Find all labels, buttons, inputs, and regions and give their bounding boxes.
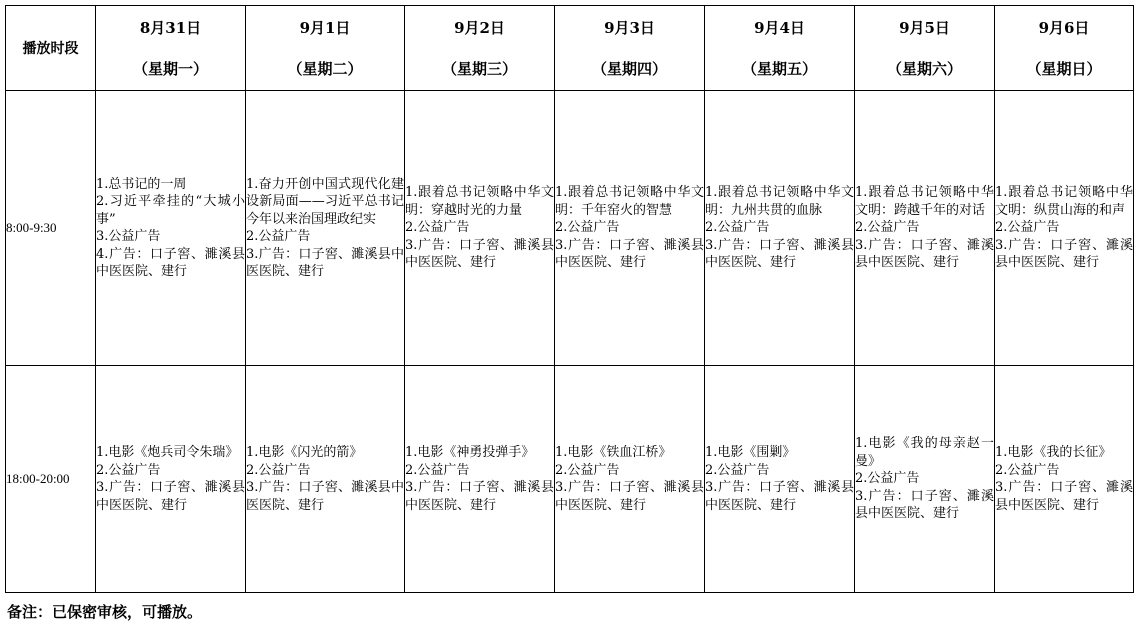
- day-header: [555, 6, 705, 91]
- day-header: [246, 6, 405, 91]
- program-item: 1.电影《闪光的箭》: [246, 445, 363, 460]
- program-item: 4.广告：口子窖、濉溪县中医医院、建行: [96, 246, 245, 279]
- program-cell: [705, 91, 855, 366]
- program-cell: [246, 366, 405, 593]
- day-weekday: （星期六）: [886, 60, 962, 78]
- program-cell: [246, 91, 405, 366]
- program-item: 2.公益广告: [995, 220, 1060, 236]
- program-item: 2.公益广告: [995, 462, 1060, 478]
- day-header: [96, 6, 246, 91]
- day-weekday: （星期一）: [132, 60, 208, 78]
- program-item: 3.广告：口子窖、濉溪县中医医院、建行: [705, 480, 854, 513]
- program-item: 2.公益广告: [555, 220, 620, 236]
- program-item: 3.广告：口子窖、濉溪县中医医院、建行: [405, 237, 554, 271]
- day-weekday: （星期四）: [591, 60, 667, 78]
- program-item: 2.公益广告: [705, 220, 770, 236]
- program-item: 1.奋力开创中国式现代化建设新局面——习近平总书记今年以来治国理政纪实: [246, 176, 404, 227]
- program-cell: [405, 91, 555, 366]
- day-weekday: （星期二）: [287, 60, 363, 78]
- day-date: 9月5日: [899, 19, 950, 37]
- program-cell: [995, 366, 1134, 593]
- day-date: 9月2日: [454, 19, 505, 37]
- day-header: [705, 6, 855, 91]
- program-item: 3.广告：口子窖、濉溪县中医医院、建行: [246, 246, 404, 279]
- program-item: 3.广告：口子窖、濉溪县中医医院、建行: [995, 237, 1133, 271]
- day-date: 8月31日: [139, 19, 202, 37]
- program-item: 3.广告：口子窖、濉溪县中医医院、建行: [855, 488, 994, 522]
- program-item: 1.电影《炮兵司令朱瑞》: [96, 445, 239, 460]
- day-date: 9月4日: [754, 19, 805, 37]
- program-item: 2.公益广告: [555, 462, 620, 478]
- slot-header: 播放时段: [6, 6, 96, 91]
- program-cell: [855, 366, 995, 593]
- program-item: 1.电影《神勇投弹手》: [405, 445, 535, 460]
- program-cell: [705, 366, 855, 593]
- program-cell: [855, 91, 995, 366]
- program-cell: [995, 91, 1134, 366]
- day-date: 9月1日: [299, 19, 351, 37]
- approval-note: 备注：已保密审核，可播放。: [7, 603, 203, 621]
- program-item: 3.广告：口子窖、濉溪县中医医院、建行: [555, 480, 704, 513]
- program-cell: [405, 366, 555, 593]
- program-item: 1.跟着总书记领略中华文明：千年窑火的智慧: [555, 185, 704, 218]
- program-cell: [555, 91, 705, 366]
- program-item: 2.公益广告: [405, 462, 470, 478]
- schedule-row: [6, 91, 1134, 366]
- program-item: 3.广告：口子窖、濉溪县中医医院、建行: [246, 480, 404, 513]
- program-item: 2.公益广告: [855, 471, 920, 487]
- time-slot: 18:00-20:00: [6, 366, 96, 593]
- program-item: 3.广告：口子窖、濉溪县中医医院、建行: [555, 237, 704, 271]
- day-header: [405, 6, 555, 91]
- day-date: 9月3日: [604, 19, 655, 37]
- program-cell: [96, 91, 246, 366]
- program-item: 3.公益广告: [96, 229, 161, 244]
- program-item: 2.公益广告: [246, 462, 311, 478]
- schedule-row: [6, 366, 1134, 593]
- program-item: 2.公益广告: [405, 220, 470, 236]
- program-item: 3.广告：口子窖、濉溪县中医医院、建行: [96, 480, 245, 513]
- program-item: 3.广告：口子窖、濉溪县中医医院、建行: [405, 480, 554, 513]
- time-slot: 8:00-9:30: [6, 91, 96, 366]
- program-item: 1.电影《我的长征》: [995, 445, 1112, 460]
- program-item: 1.跟着总书记领略中华文明：跨越千年的对话: [855, 185, 994, 218]
- program-cell: [555, 366, 705, 593]
- day-header: [995, 6, 1134, 91]
- program-item: 1.跟着总书记领略中华文明：穿越时光的力量: [405, 185, 554, 218]
- day-weekday: （星期三）: [441, 60, 517, 78]
- program-item: 3.广告：口子窖、濉溪县中医医院、建行: [855, 237, 994, 271]
- day-weekday: （星期日）: [1026, 60, 1102, 78]
- day-date: 9月6日: [1038, 19, 1090, 37]
- program-item: 2.习近平牵挂的“大城小事”: [96, 194, 245, 227]
- day-header: [855, 6, 995, 91]
- program-item: 2.公益广告: [246, 229, 311, 244]
- broadcast-schedule-table: [5, 5, 1134, 593]
- program-item: 1.电影《我的母亲赵一曼》: [855, 436, 994, 469]
- program-item: 1.电影《围剿》: [705, 445, 796, 460]
- program-item: 1.跟着总书记领略中华文明：纵贯山海的和声: [995, 185, 1133, 218]
- program-item: 3.广告：口子窖、濉溪县中医医院、建行: [995, 480, 1133, 513]
- program-item: 1.电影《铁血江桥》: [555, 445, 672, 460]
- day-weekday: （星期五）: [741, 60, 817, 78]
- program-item: 1.跟着总书记领略中华文明：九州共贯的血脉: [705, 185, 854, 218]
- program-item: 2.公益广告: [96, 462, 161, 478]
- program-item: 1.总书记的一周: [96, 176, 187, 192]
- program-item: 3.广告：口子窖、濉溪县中医医院、建行: [705, 237, 854, 271]
- program-cell: [96, 366, 246, 593]
- program-item: 2.公益广告: [705, 462, 770, 478]
- program-item: 2.公益广告: [855, 220, 920, 236]
